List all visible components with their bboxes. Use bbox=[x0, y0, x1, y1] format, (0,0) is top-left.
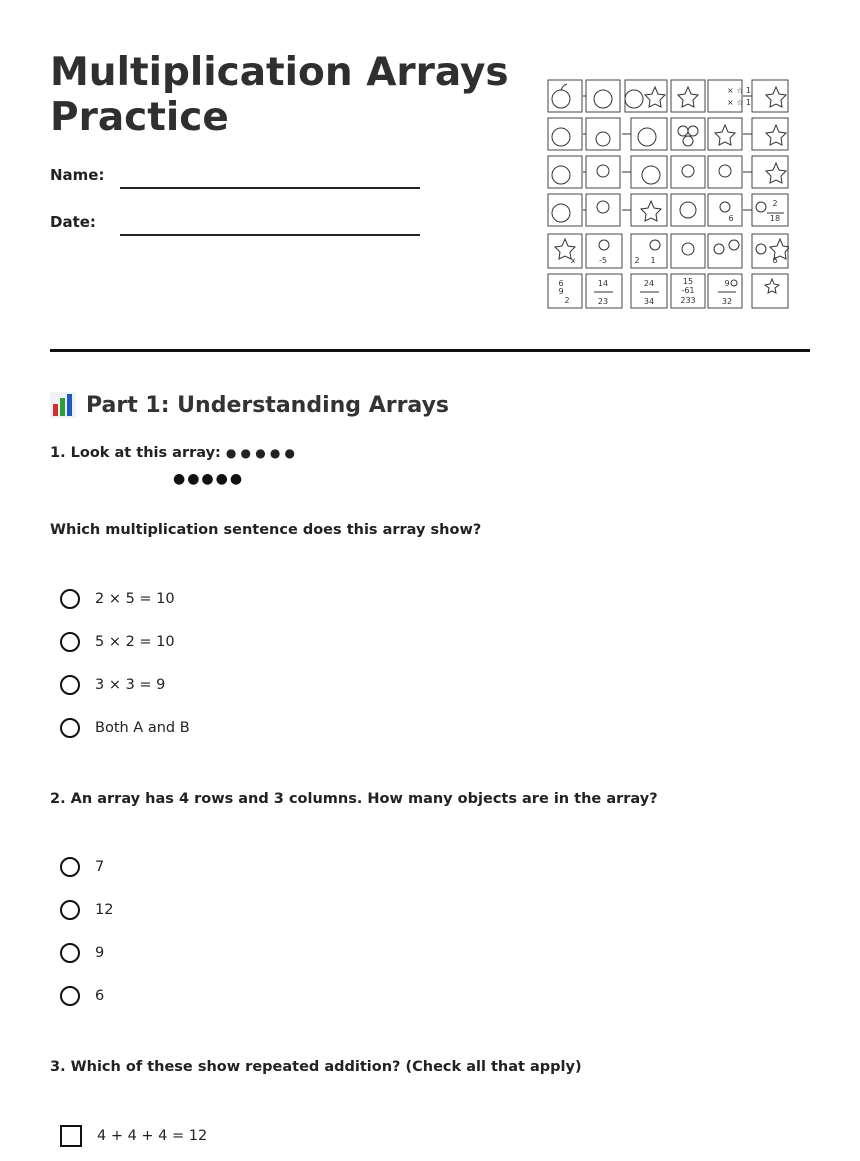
part1-title: Part 1: Understanding Arrays bbox=[86, 392, 450, 418]
array-dots-row-2: ●●●●● bbox=[173, 471, 245, 487]
option-label: Both A and B bbox=[95, 720, 190, 736]
radio-button[interactable] bbox=[60, 900, 80, 920]
svg-text:2: 2 bbox=[564, 296, 570, 305]
option-label: 3 × 3 = 9 bbox=[95, 677, 166, 693]
svg-text:2: 2 bbox=[634, 256, 640, 265]
q1-prompt bbox=[50, 445, 295, 461]
worksheet-array-illustration bbox=[547, 79, 789, 309]
name-field[interactable] bbox=[120, 187, 420, 189]
array-dots-row-1: ● ● ● ● ● bbox=[225, 446, 295, 460]
q1-option-a[interactable] bbox=[60, 586, 175, 612]
part1-heading bbox=[50, 388, 449, 422]
option-label: 9 bbox=[95, 945, 105, 961]
svg-text:-61: -61 bbox=[681, 286, 695, 295]
svg-text:× ☆ 1: × ☆ 1 bbox=[726, 98, 752, 107]
radio-button[interactable] bbox=[60, 857, 80, 877]
svg-text:34: 34 bbox=[643, 297, 655, 306]
date-label: Date: bbox=[50, 213, 96, 231]
date-field[interactable] bbox=[120, 234, 420, 236]
svg-text:-5: -5 bbox=[599, 256, 607, 265]
svg-text:× ☆ 1: × ☆ 1 bbox=[726, 86, 752, 95]
name-label: Name: bbox=[50, 166, 105, 184]
svg-text:15: 15 bbox=[682, 277, 694, 286]
q1-option-b[interactable] bbox=[60, 629, 175, 655]
svg-text:x: x bbox=[570, 256, 576, 265]
q2-option-d[interactable] bbox=[60, 983, 104, 1009]
section-divider bbox=[50, 349, 810, 352]
q1-prompt-text: 1. Look at this array: bbox=[50, 445, 221, 461]
q2-question: 2. An array has 4 rows and 3 columns. How many objects are in the array? bbox=[50, 791, 658, 807]
q1-option-c[interactable] bbox=[60, 672, 165, 698]
q2-option-b[interactable] bbox=[60, 897, 113, 923]
option-label: 7 bbox=[95, 859, 105, 875]
option-label: 4 + 4 + 4 = 12 bbox=[97, 1128, 208, 1144]
svg-text:6: 6 bbox=[558, 279, 564, 288]
svg-text:24: 24 bbox=[643, 279, 655, 288]
option-label: 6 bbox=[95, 988, 105, 1004]
q1-question: Which multiplication sentence does this array show? bbox=[50, 522, 482, 538]
radio-button[interactable] bbox=[60, 632, 80, 652]
svg-text:18: 18 bbox=[769, 214, 781, 223]
option-label: 5 × 2 = 10 bbox=[95, 634, 175, 650]
svg-text:9: 9 bbox=[724, 279, 730, 288]
svg-text:32: 32 bbox=[721, 297, 733, 306]
q2-option-c[interactable] bbox=[60, 940, 104, 966]
q3-option-a[interactable] bbox=[60, 1123, 207, 1149]
radio-button[interactable] bbox=[60, 675, 80, 695]
radio-button[interactable] bbox=[60, 986, 80, 1006]
svg-text:6: 6 bbox=[728, 214, 734, 223]
radio-button[interactable] bbox=[60, 943, 80, 963]
q3-question: 3. Which of these show repeated addition? (Check all that apply) bbox=[50, 1059, 582, 1075]
q2-option-a[interactable] bbox=[60, 854, 104, 880]
checkbox[interactable] bbox=[60, 1125, 82, 1147]
svg-text:233: 233 bbox=[680, 296, 696, 305]
svg-text:14: 14 bbox=[597, 279, 609, 288]
svg-text:2: 2 bbox=[772, 199, 778, 208]
svg-text:6: 6 bbox=[772, 256, 778, 265]
page-title: Multiplication Arrays Practice bbox=[50, 50, 509, 140]
option-label: 12 bbox=[95, 902, 114, 918]
svg-text:23: 23 bbox=[597, 297, 609, 306]
svg-text:9: 9 bbox=[558, 287, 564, 296]
q1-option-d[interactable] bbox=[60, 715, 190, 741]
option-label: 2 × 5 = 10 bbox=[95, 591, 175, 607]
radio-button[interactable] bbox=[60, 718, 80, 738]
radio-button[interactable] bbox=[60, 589, 80, 609]
bar-chart-icon bbox=[50, 392, 76, 418]
svg-text:1: 1 bbox=[650, 256, 656, 265]
